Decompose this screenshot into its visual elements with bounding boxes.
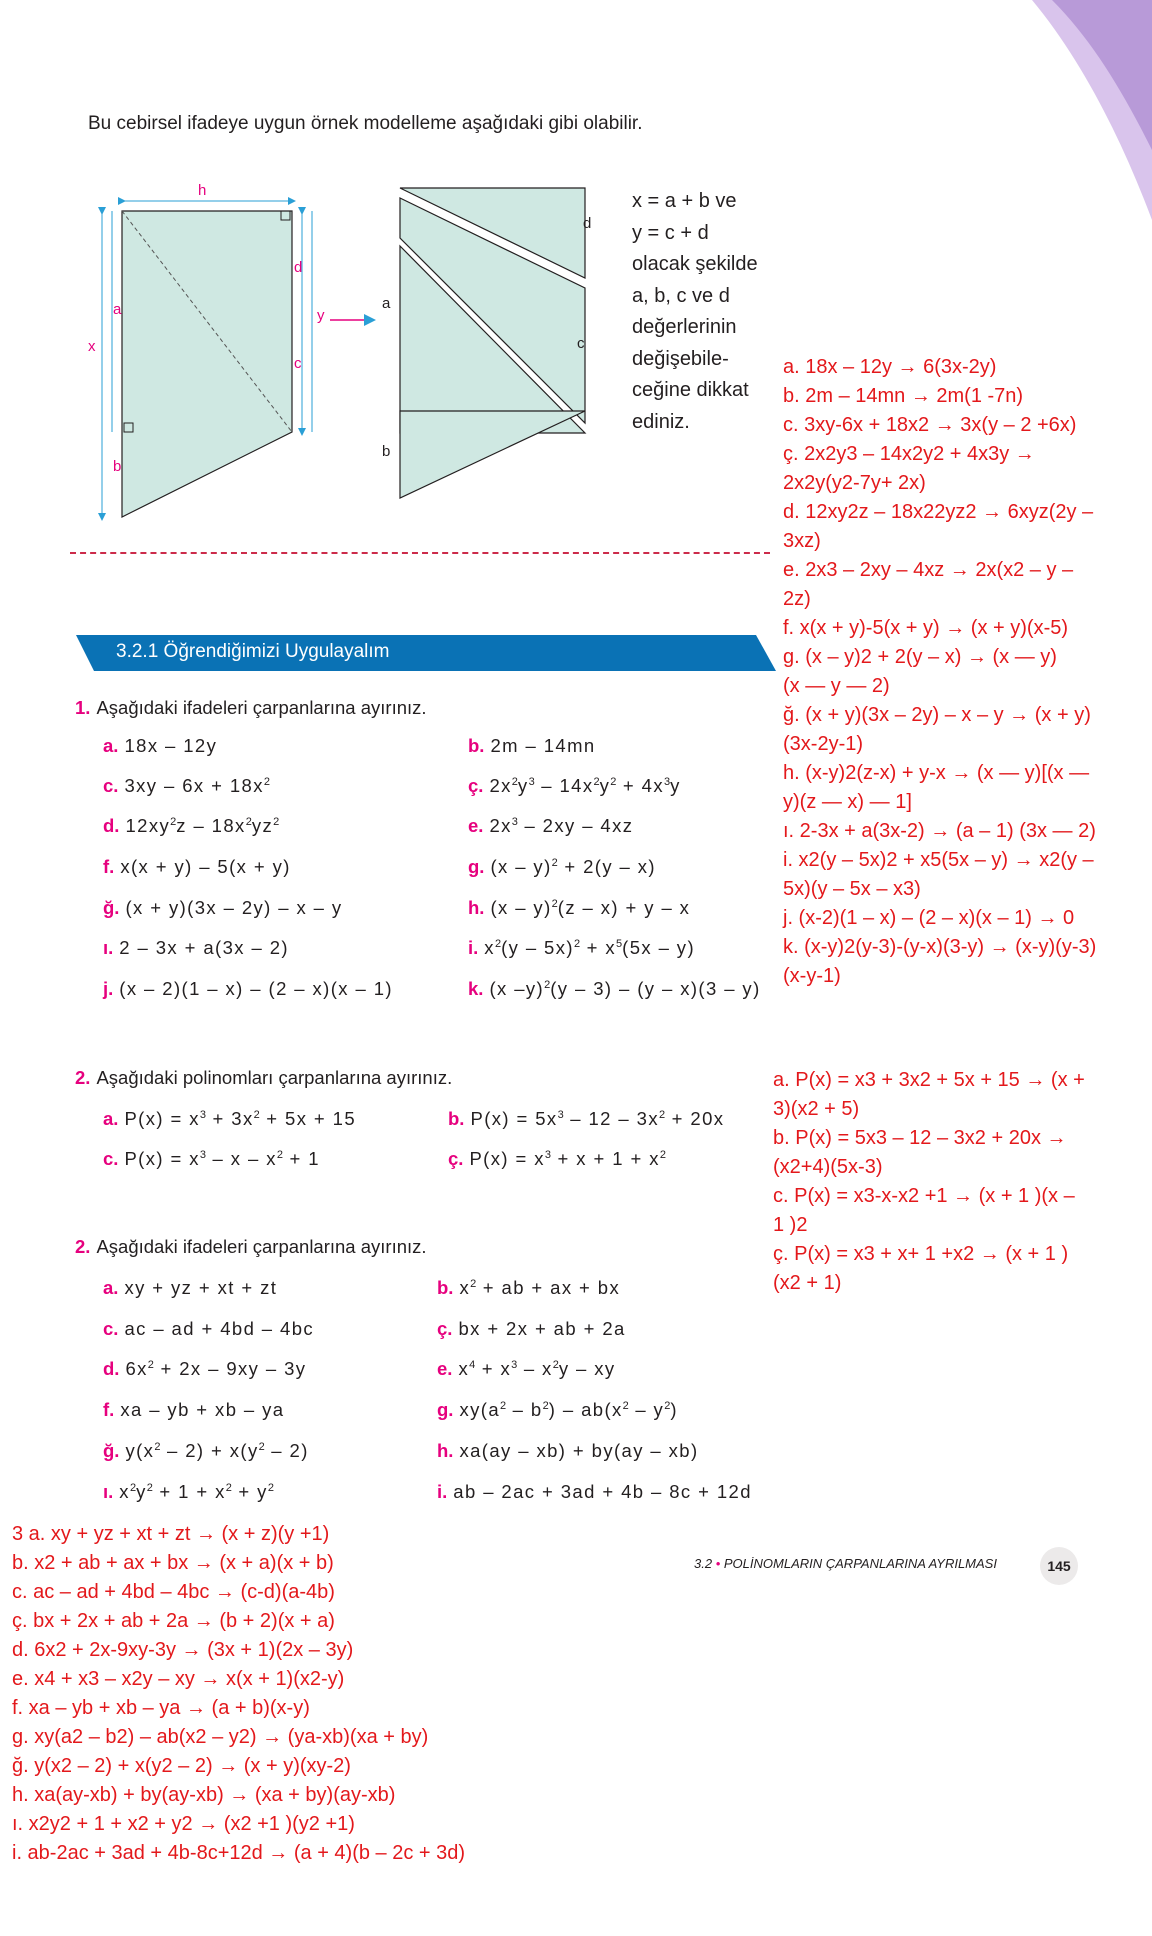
label-d: d <box>294 259 303 276</box>
label-a: a <box>113 301 122 318</box>
q1-item-g: g. (x – y)$^2$ + 2(y – x) <box>468 856 656 877</box>
q2a-item-b: b. $P(x) = 5x^3 - 12 - 3x^2 + 20x$ <box>448 1108 725 1129</box>
q2a-item-c-cedilla: ç. $P(x) = x^3 + x + 1 + x^2$ <box>448 1148 666 1169</box>
q1-item-f: f. x(x + y) – 5(x + y) <box>103 856 291 877</box>
modeling-figure <box>80 168 600 538</box>
q1-item-i: i. $x^2(y - 5x)^2 + x^5(5x - y)$ <box>468 937 696 958</box>
section-title: 3.2.1 Öğrendiğimizi Uygulayalım <box>116 641 390 662</box>
label-x: x <box>88 338 96 355</box>
label-b2: b <box>382 443 391 460</box>
q1-item-b: b. 2m – 14mn <box>468 735 596 756</box>
q1-item-dotless-i: ı. 2 – 3x + a(3x – 2) <box>103 937 289 958</box>
q2b-item-c: c. ac – ad + 4bd – 4bc <box>103 1318 315 1339</box>
q1-item-k: k. (x –y)$^2$(y – 3) – (y – x)(3 – y) <box>468 978 761 999</box>
q1-item-j: j. (x – 2)(1 – x) – (2 – x)(x – 1) <box>103 978 393 999</box>
label-a2: a <box>382 295 391 312</box>
intro-text: Bu cebirsel ifadeye uygun örnek modelleme aşağıdaki gibi olabilir. <box>88 113 643 134</box>
footer-title: 3.2 • POLİNOMLARIN ÇARPANLARINA AYRILMASI <box>694 1556 997 1571</box>
corner-decoration <box>992 0 1152 220</box>
label-c2: c <box>577 335 585 352</box>
q2a-item-c: c. $P(x) = x^3 - x - x^2 + 1$ <box>103 1148 320 1169</box>
answers-q2a: a. P(x) = x3 + 3x2 + 5x + 15 → (x + 3)(x2 + 5) b. P(x) = 5x3 – 12 – 3x2 + 20x → (x2+4)(5x-3) c. P(x) = x3-x-x2 +1 → (x + 1 )(x – 1 )2 ç. P(x) = x3 + x+ 1 +x2 → (x + 1 ) (x2 + 1) <box>773 1069 1085 1294</box>
q1-item-c: c. $3xy - 6x + 18x^2$ <box>103 775 270 796</box>
section-banner <box>76 635 776 671</box>
q1-item-e: e. $2x^3 - 2xy - 4xz$ <box>468 815 634 836</box>
q2b-item-e: e. $x^4 + x^3 - x^2y$ – xy <box>437 1358 616 1379</box>
label-h: h <box>198 182 207 199</box>
label-c: c <box>294 355 302 372</box>
q2b-item-c-cedilla: ç. bx + 2x + ab + 2a <box>437 1318 626 1339</box>
q1-item-c-cedilla: ç. $2x^2y^3 - 14x^2y^2 + 4x^3y$ <box>468 775 681 796</box>
q2a-prompt: 2. Aşağıdaki polinomları çarpanlarına ayırınız. <box>75 1067 453 1088</box>
label-d2: d <box>583 215 592 232</box>
q2b-item-f: f. xa – yb + xb – ya <box>103 1399 285 1420</box>
q2b-prompt: 2. Aşağıdaki ifadeleri çarpanlarına ayırınız. <box>75 1236 427 1257</box>
q2b-item-g-breve: ğ. $y(x^2 - 2) + x(y^2 - 2)$ <box>103 1440 309 1461</box>
q2b-item-g: g. $xy(a^2 - b^2) - ab(x^2 - y^2)$ <box>437 1399 678 1420</box>
figure-note: x = a + b ve y = c + d olacak şekilde a, b, c ve d değerlerinin değişebile- ceğine dikkat ediniz. <box>632 190 758 433</box>
label-b: b <box>113 458 122 475</box>
q2b-item-b: b. $x^2$ + ab + ax + bx <box>437 1277 621 1298</box>
q2b-item-h: h. xa(ay – xb) + by(ay – xb) <box>437 1440 699 1461</box>
page-number: 145 <box>1040 1547 1078 1585</box>
divider <box>70 552 770 554</box>
q1-prompt: 1. Aşağıdaki ifadeleri çarpanlarına ayırınız. <box>75 697 427 718</box>
q2b-item-a: a. xy + yz + xt + zt <box>103 1277 278 1298</box>
q2b-item-d: d. $6x^2 + 2x - 9xy - 3y$ <box>103 1358 307 1379</box>
q1-item-g-breve: ğ. (x + y)(3x – 2y) – x – y <box>103 897 343 918</box>
q2b-item-i: i. ab – 2ac + 3ad + 4b – 8c + 12d <box>437 1481 752 1502</box>
answers-q1: a. 18x – 12y → 6(3x-2y) b. 2m – 14mn → 2m(1 -7n) c. 3xy-6x + 18x2 → 3x(y – 2 +6x) ç. 2x2y3 – 14x2y2 + 4x3y → 2x2y(y2-7y+ 2x) d. 12xy2z – 18x22yz2 → 6xyz(2y – 3xz) e. 2x3 – 2xy – 4xz → 2x(x2 – y – 2z) f. x(x + y)-5(x + y) → (x + y)(x-5) g. (x – y)2 + 2(y – x) → (x — y) (x — y — 2) ğ. (x + y)(3x – 2y) – x – y → (x + y) (3x-2y-1) h. (x-y)2(z-x) + y-x → (x — y)[(x — y)(z — x) — 1] ı. 2-3x + a(3x-2) → (a – 1) (3x — 2) i. x2(y – 5x)2 + x5(5x – y) → x2(y – 5x)(y – 5x – x3) j. (x-2)(1 – x) – (2 – x)(x – 1) → 0 k. (x-y)2(y-3)-(y-x)(3-y) → (x-y)(y-3) (x-y-1) <box>783 356 1097 987</box>
trapezoid-shape <box>122 211 292 517</box>
q1-item-d: d. $12xy^2z - 18x^2yz^2$ <box>103 815 280 836</box>
q1-item-a: a. 18x – 12y <box>103 735 218 756</box>
answers-q3: 3 a. xy + yz + xt + zt → (x + z)(y +1) b. x2 + ab + ax + bx → (x + a)(x + b) c. ac – ad + 4bd – 4bc → (c-d)(a-4b) ç. bx + 2x + ab + 2a → (b + 2)(x + a) d. 6x2 + 2x-9xy-3y → (3x + 1)(2x – 3y) e. x4 + x3 – x2y – xy → x(x + 1)(x2-y) f. xa – yb + xb – ya → (a + b)(x-y) g. xy(a2 – b2) – ab(x2 – y2) → (ya-xb)(xa + by) ğ. y(x2 – 2) + x(y2 – 2) → (x + y)(xy-2) h. xa(ay-xb) + by(ay-xb) → (xa + by)(ay-xb) ı. x2y2 + 1 + x2 + y2 → (x2 +1 )(y2 +1) i. ab-2ac + 3ad + 4b-8c+12d → (a + 4)(b – 2c + 3d) <box>12 1523 466 1864</box>
q1-item-h: h. (x – y)$^2$(z – x) + y – x <box>468 897 691 918</box>
label-y: y <box>317 307 325 324</box>
q2a-item-a: a. $P(x) = x^3 + 3x^2 + 5x + 15$ <box>103 1108 357 1129</box>
q2b-item-dotless-i: ı. $x^2y^2 + 1 + x^2 + y^2$ <box>103 1481 274 1502</box>
